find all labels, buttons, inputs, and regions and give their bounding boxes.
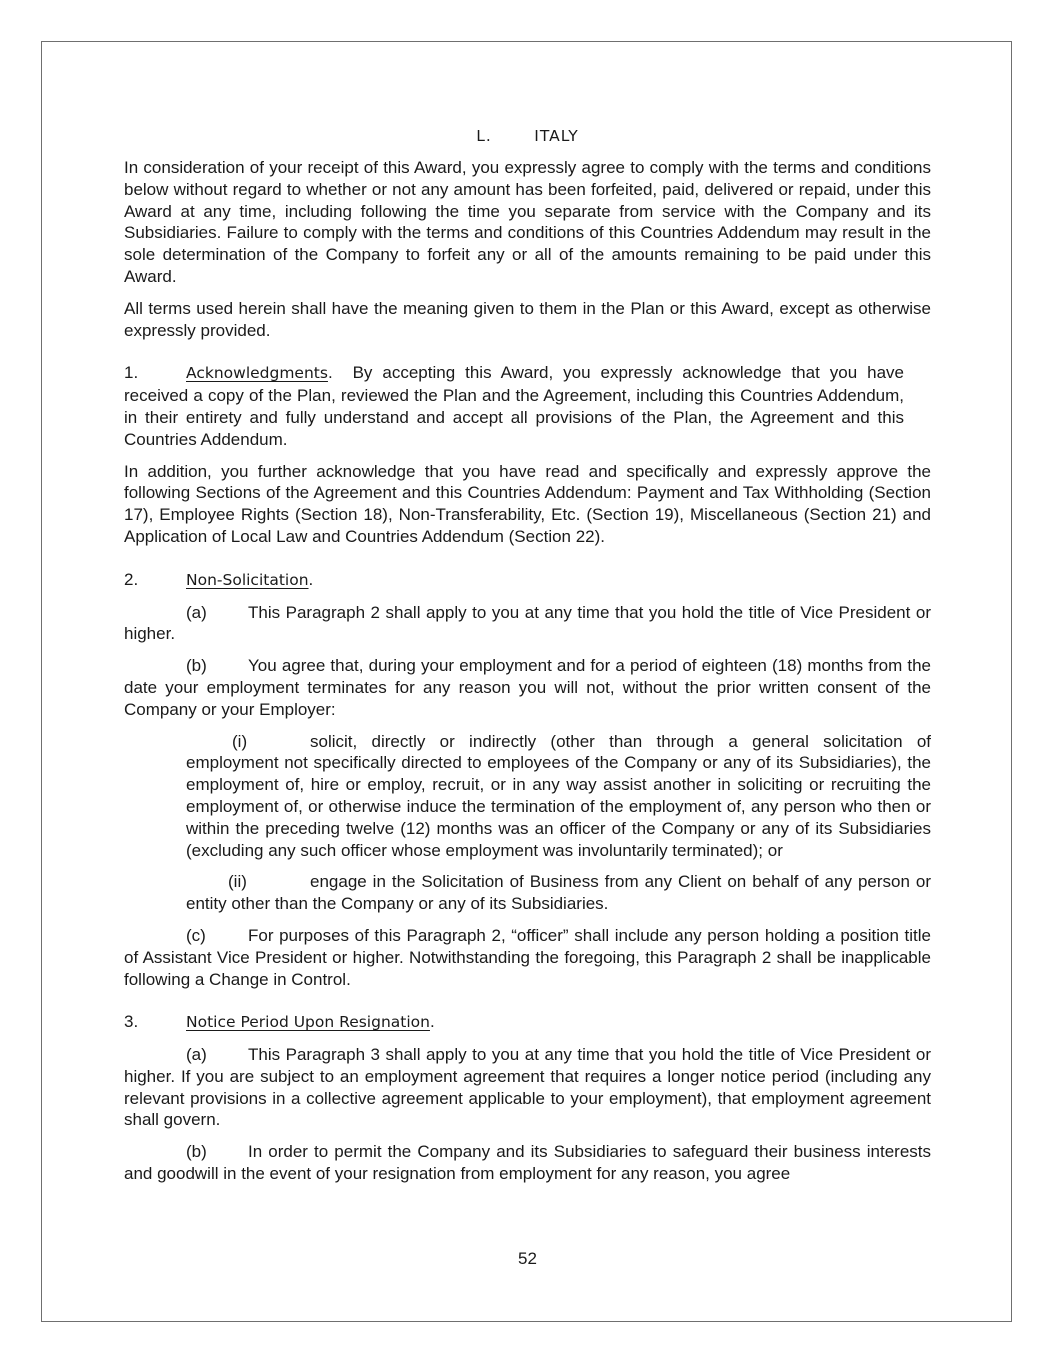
non-solicitation-b-ii (186, 871, 931, 915)
non-solicitation-i-label: (i) (232, 731, 248, 751)
notice-period-heading: Notice Period Upon Resignation (186, 1013, 430, 1032)
non-solicitation-b-i (186, 731, 931, 862)
non-solicitation-a-text: This Paragraph 2 shall apply to you at any time that you hold the title of Vice President or higher. (124, 602, 931, 644)
item-3-number: 3. (124, 1012, 139, 1032)
notice-period-b-text: In order to permit the Company and its Subsidiaries to safeguard their business interests and goodwill in the event of your resignation from employment for any reason, you agree (124, 1142, 931, 1184)
non-solicitation-heading-line: 2. Non-Solicitation. (124, 569, 314, 589)
non-solicitation-a-label: (a) (186, 602, 207, 622)
section-letter: L. (476, 127, 492, 145)
notice-period-b (124, 1141, 931, 1185)
intro-paragraph-1: In consideration of your receipt of this Award, you expressly agree to comply with the terms and conditions below without regard to whether or not any amount has been forfeited, paid, delivered or repaid, under this Award at any time, including following the time you separate from service with the Company and its Subsidiaries. Failure to comply with the terms and conditions of this Countries Addendum may result in the sole determination of the Company to forfeit any or all of the amounts remaining to be paid under this Award. (124, 158, 931, 286)
non-solicitation-heading: Non-Solicitation (186, 570, 309, 589)
non-solicitation-c-label: (c) (186, 925, 206, 945)
item-2-number: 2. (124, 569, 139, 589)
item-1-number: 1. (124, 363, 139, 383)
notice-period-a (124, 1044, 931, 1131)
acknowledgments-heading: Acknowledgments (186, 364, 328, 383)
notice-period-heading-line: 3. Notice Period Upon Resignation. (124, 1012, 435, 1032)
page-number: 52 (518, 1249, 537, 1268)
section-title (124, 125, 931, 147)
intro-paragraph-2: All terms used herein shall have the meaning given to them in the Plan or this Award, except as otherwise expressly provided. (124, 298, 931, 340)
non-solicitation-ii-label: (ii) (228, 872, 247, 892)
non-solicitation-c-text: For purposes of this Paragraph 2, “officer” shall include any person holding a position title of Assistant Vice President or higher. Notwithstanding the foregoing, this Paragraph 2 shall be inapplicable following a Change in Control. (124, 925, 931, 989)
non-solicitation-i-text: solicit, directly or indirectly (other than through a general solicitation of employment not specifically directed to employees of the Company or any of its Subsidiaries), the employment of, hire or employ, recruit, or in any way assist another in soliciting or recruiting the employment of, or otherwise induce the termination of the employment of, any person who then or within the preceding twelve (12) months was an officer of the Company or any of its Subsidiaries (excluding any such officer whose employment was involuntarily terminated); or (186, 731, 931, 860)
non-solicitation-c (124, 925, 931, 990)
acknowledgments-approval-paragraph: In addition, you further acknowledge that you have read and specifically and expressly approve the following Sections of the Agreement and this Countries Addendum: Payment and Tax Withholding (Section 17), Employee Rights (Section 18), Non-Transferability, Etc. (Section 19), Miscellaneous (Section 21) and Application of Local Law and Countries Addendum (Section 22). (124, 461, 931, 546)
non-solicitation-a (124, 602, 931, 646)
non-solicitation-b (124, 655, 931, 720)
notice-period-b-label: (b) (186, 1142, 207, 1162)
notice-period-a-text: This Paragraph 3 shall apply to you at any time that you hold the title of Vice President or higher. If you are subject to an employment agreement that requires a longer notice period (including any relevant provisions in a collective agreement applicable to your employment), that employment agreement shall govern. (124, 1045, 931, 1130)
non-solicitation-ii-text: engage in the Solicitation of Business from any Client on behalf of any person or entity other than the Company or any of its Subsidiaries. (186, 872, 931, 914)
document-body (124, 125, 931, 1185)
notice-period-a-label: (a) (186, 1045, 207, 1065)
non-solicitation-b-label: (b) (186, 656, 207, 676)
acknowledgments-text: By accepting this Award, you expressly acknowledge that you have received a copy of the Plan, reviewed the Plan and the Agreement, including this Countries Addendum, in their entirety and fully understand and accept all provisions of the Plan, the Agreement and this Countries Addendum. (124, 363, 904, 449)
section-name: ITALY (534, 127, 579, 145)
non-solicitation-b-text: You agree that, during your employment and for a period of eighteen (18) months from the date your employment terminates for any reason you will not, without the prior written consent of the Company or your Employer: (124, 656, 931, 719)
acknowledgments-paragraph: 1. Acknowledgments. By accepting this Award, you expressly acknowledge that you have received a copy of the Plan, reviewed the Plan and the Agreement, including this Countries Addendum, in their entirety and fully understand and accept all provisions of the Plan, the Agreement and this Countries Addendum. (124, 363, 904, 449)
